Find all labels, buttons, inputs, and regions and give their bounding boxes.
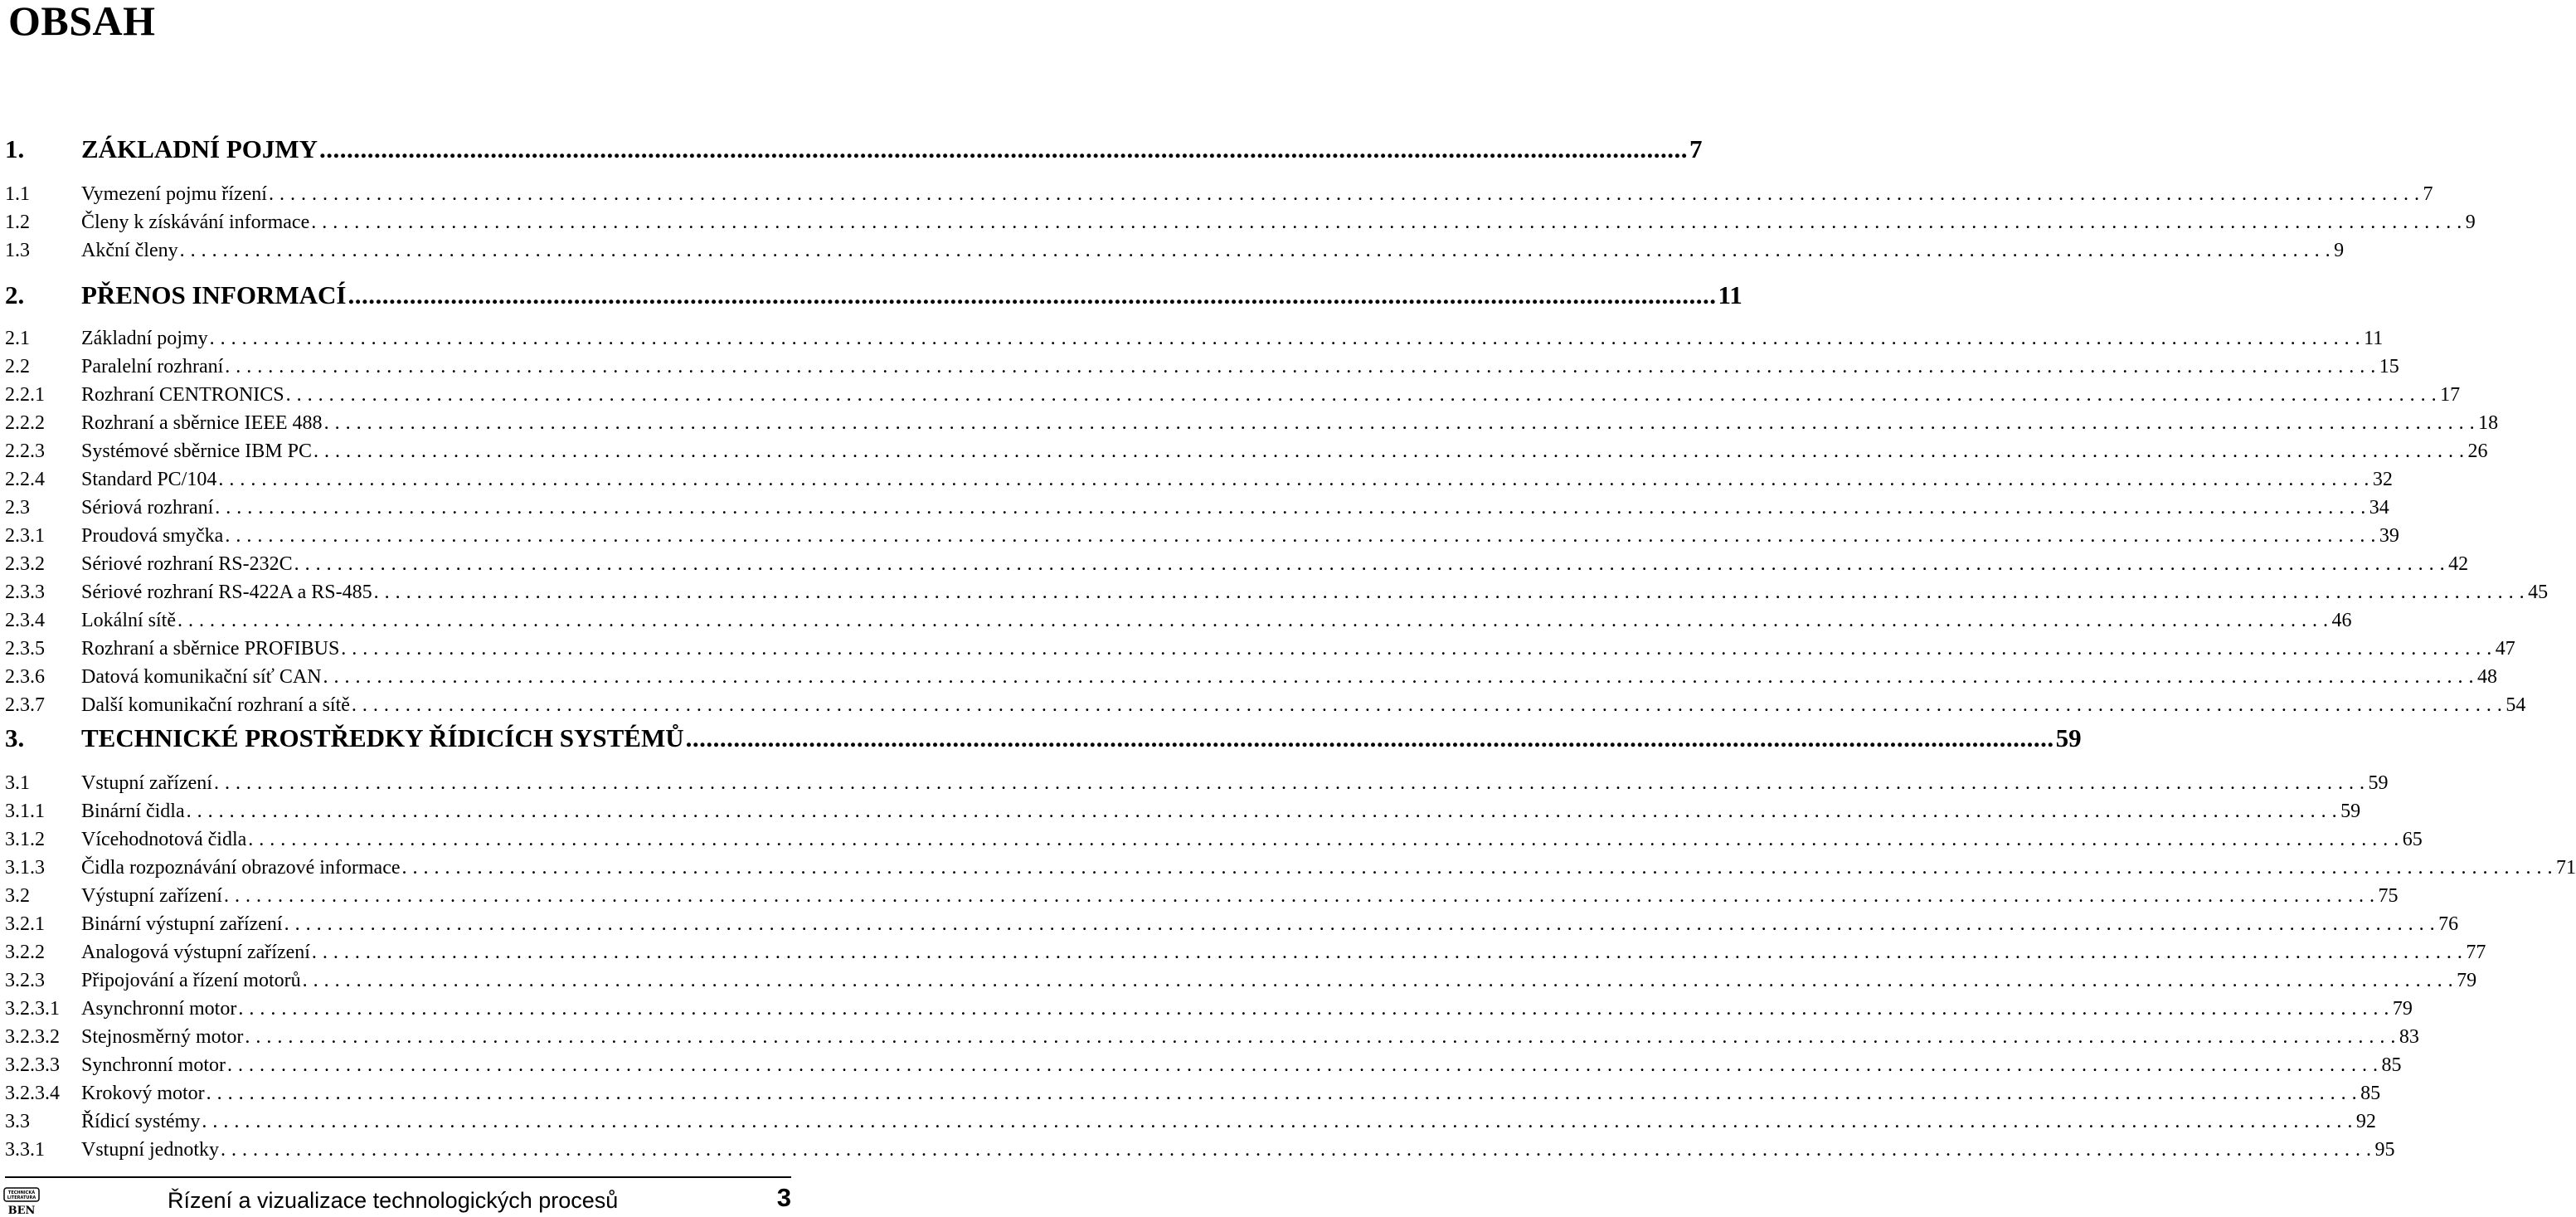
toc-entry-page: 32 (2372, 469, 2393, 490)
publisher-logo-icon (3, 1186, 40, 1216)
toc-entry-number: 3.2.2 (5, 942, 45, 963)
toc-entry-title: Sériové rozhraní RS-232C (81, 553, 293, 575)
toc-entry-title: Stejnosměrný motor (81, 1026, 244, 1048)
dot-leader: . . . . . . . . . . . . . . . . . . . . . . . . . . . . . . . . . . . . . . . . . . . . . . . . . . . . . . . . . . . . . . . . . . . . . . . . . . . . . . . . . . . . . . . . . . . . . . . . . . . . . . . . . . . . . . . . . . . . . . . . . . . . . . . . . . . . . . . . . . . . . . . . . . . . . . . . . . . . . . . . . . . . . . . . . . . . . . . . . . . . . . . . . . . . . . . . . . . . . . . . (218, 469, 2369, 490)
dot-leader: . . . . . . . . . . . . . . . . . . . . . . . . . . . . . . . . . . . . . . . . . . . . . . . . . . . . . . . . . . . . . . . . . . . . . . . . . . . . . . . . . . . . . . . . . . . . . . . . . . . . . . . . . . . . . . . . . . . . . . . . . . . . . . . . . . . . . . . . . . . . . . . . . . . . . . . . . . . . . . . . . . . . . . . . . . . . . . . . . . . . . . . . . . . . . . . . . . . . . . . . (186, 801, 2338, 822)
dot-leader: . . . . . . . . . . . . . . . . . . . . . . . . . . . . . . . . . . . . . . . . . . . . . . . . . . . . . . . . . . . . . . . . . . . . . . . . . . . . . . . . . . . . . . . . . . . . . . . . . . . . . . . . . . . . . . . . . . . . . . . . . . . . . . . . . . . . . . . . . . . . . . . . . . . . . . . . . . . . . . . . . . . . . . . . . . . . . . . . . . . . . . . . . . . . . . . . . . . . . . . . (373, 582, 2525, 603)
dot-leader: . . . . . . . . . . . . . . . . . . . . . . . . . . . . . . . . . . . . . . . . . . . . . . . . . . . . . . . . . . . . . . . . . . . . . . . . . . . . . . . . . . . . . . . . . . . . . . . . . . . . . . . . . . . . . . . . . . . . . . . . . . . . . . . . . . . . . . . . . . . . . . . . . . . . . . . . . . . . . . . . . . . . . . . . . . . . . . . . . . . . . . . . . . . . . . . . . . . . . . . . (313, 441, 2465, 462)
toc-entry-page: 47 (2495, 638, 2515, 660)
toc-entry-number: 2.3.5 (5, 638, 45, 660)
toc-entry-number: 1. (5, 134, 25, 163)
toc-entry-page: 9 (2465, 212, 2476, 233)
toc-entry-page: 15 (2379, 356, 2399, 377)
toc-entry-page: 11 (1718, 280, 1742, 309)
toc-entry-number: 2.3.3 (5, 582, 45, 603)
toc-entry (5, 1079, 2381, 1107)
toc-entry-number: 3.2.3.2 (5, 1026, 60, 1048)
toc-entry-page: 65 (2402, 829, 2423, 850)
toc-entry-page: 7 (1689, 134, 1703, 163)
toc-entry-number: 1.1 (5, 183, 30, 205)
dot-leader: . . . . . . . . . . . . . . . . . . . . . . . . . . . . . . . . . . . . . . . . . . . . . . . . . . . . . . . . . . . . . . . . . . . . . . . . . . . . . . . . . . . . . . . . . . . . . . . . . . . . . . . . . . . . . . . . . . . . . . . . . . . . . . . . . . . . . . . . . . . . . . . . . . . . . . . . . . . . . . . . . . . . . . . . . . . . . . . . . . . . . . . . . . . . . . . . . . . . . . . . (323, 412, 2476, 434)
toc-entry-title: Rozhraní a sběrnice PROFIBUS (81, 638, 340, 660)
toc-entry-title: Základní pojmy (81, 328, 208, 349)
toc-entry-title: ZÁKLADNÍ POJMY (81, 134, 318, 163)
toc-entry (5, 635, 2515, 663)
toc-entry-number: 2. (5, 280, 25, 309)
toc-entry-page: 45 (2528, 582, 2549, 603)
toc-entry-title: Standard PC/104 (81, 469, 217, 490)
toc-entry-number: 2.3 (5, 497, 30, 518)
dot-leader: . . . . . . . . . . . . . . . . . . . . . . . . . . . . . . . . . . . . . . . . . . . . . . . . . . . . . . . . . . . . . . . . . . . . . . . . . . . . . . . . . . . . . . . . . . . . . . . . . . . . . . . . . . . . . . . . . . . . . . . . . . . . . . . . . . . . . . . . . . . . . . . . . . . . . . . . . . . . . . . . . . . . . . . . . . . . . . . . . . . . . . . . . . . . . . . . . . . . . . . . (215, 497, 2366, 518)
toc-entry-title: Datová komunikační síť CAN (81, 666, 322, 688)
toc-entry-title: Analogová výstupní zařízení (81, 942, 310, 963)
toc-entry-title: Další komunikační rozhraní a sítě (81, 694, 350, 716)
dot-leader: . . . . . . . . . . . . . . . . . . . . . . . . . . . . . . . . . . . . . . . . . . . . . . . . . . . . . . . . . . . . . . . . . . . . . . . . . . . . . . . . . . . . . . . . . . . . . . . . . . . . . . . . . . . . . . . . . . . . . . . . . . . . . . . . . . . . . . . . . . . . . . . . . . . . . . . . . . . . . . . . . . . . . . . . . . . . . . . . . . . . . . . . . . . . . . . . . . . . . . . . (227, 1054, 2379, 1076)
dot-leader: . . . . . . . . . . . . . . . . . . . . . . . . . . . . . . . . . . . . . . . . . . . . . . . . . . . . . . . . . . . . . . . . . . . . . . . . . . . . . . . . . . . . . . . . . . . . . . . . . . . . . . . . . . . . . . . . . . . . . . . . . . . . . . . . . . . . . . . . . . . . . . . . . . . . . . . . . . . . . . . . . . . . . . . . . . . . . . . . . . . . . . . . . . . . . . . . . . . . . . . . (248, 829, 2399, 850)
toc-entry-number: 2.3.7 (5, 694, 45, 716)
toc-entry-page: 17 (2440, 384, 2461, 406)
toc-entry-page: 79 (2392, 998, 2413, 1020)
toc-entry-title: Připojování a řízení motorů (81, 970, 301, 991)
toc-entry (5, 691, 2526, 719)
dot-leader: . . . . . . . . . . . . . . . . . . . . . . . . . . . . . . . . . . . . . . . . . . . . . . . . . . . . . . . . . . . . . . . . . . . . . . . . . . . . . . . . . . . . . . . . . . . . . . . . . . . . . . . . . . . . . . . . . . . . . . . . . . . . . . . . . . . . . . . . . . . . . . . . . . . . . . . . . . . . . . . . . . . . . . . . . . . . . . . . . . . . . . . . . . . . . . . . . . . . . . . . (221, 1139, 2372, 1161)
toc-entry (5, 995, 2413, 1023)
toc-entry-number: 3.2.3.3 (5, 1054, 60, 1076)
toc-entry-number: 3.1.1 (5, 801, 45, 822)
toc-entry (5, 180, 2433, 208)
dot-leader: . . . . . . . . . . . . . . . . . . . . . . . . . . . . . . . . . . . . . . . . . . . . . . . . . . . . . . . . . . . . . . . . . . . . . . . . . . . . . . . . . . . . . . . . . . . . . . . . . . . . . . . . . . . . . . . . . . . . . . . . . . . . . . . . . . . . . . . . . . . . . . . . . . . . . . . . . . . . . . . . . . . . . . . . . . . . . . . . . . . . . . . . . . . . . . . . . . . . . . . . (225, 525, 2376, 547)
toc-entry-number: 3.1.2 (5, 829, 45, 850)
logo-text-3: BEN (7, 1205, 36, 1217)
toc-entry-number: 1.2 (5, 212, 30, 233)
toc-entry-number: 2.3.4 (5, 610, 45, 631)
toc-entry-page: 48 (2477, 666, 2498, 688)
toc-entry-title: PŘENOS INFORMACÍ (81, 280, 347, 309)
toc-entry-title: Binární čidla (81, 801, 185, 822)
toc-entry-number: 2.3.1 (5, 525, 45, 547)
dot-leader: ........................................................................................................................................................................................................ (348, 280, 1717, 309)
toc-entry-number: 3.1 (5, 772, 30, 794)
toc-entry-number: 2.3.6 (5, 666, 45, 688)
toc-entry-title: Binární výstupní zařízení (81, 913, 283, 935)
toc-entry-number: 3.2 (5, 885, 30, 907)
dot-leader: . . . . . . . . . . . . . . . . . . . . . . . . . . . . . . . . . . . . . . . . . . . . . . . . . . . . . . . . . . . . . . . . . . . . . . . . . . . . . . . . . . . . . . . . . . . . . . . . . . . . . . . . . . . . . . . . . . . . . . . . . . . . . . . . . . . . . . . . . . . . . . . . . . . . . . . . . . . . . . . . . . . . . . . . . . . . . . . . . . . . . . . . . . . . . . . . . . . . . . . . (311, 942, 2463, 963)
dot-leader: . . . . . . . . . . . . . . . . . . . . . . . . . . . . . . . . . . . . . . . . . . . . . . . . . . . . . . . . . . . . . . . . . . . . . . . . . . . . . . . . . . . . . . . . . . . . . . . . . . . . . . . . . . . . . . . . . . . . . . . . . . . . . . . . . . . . . . . . . . . . . . . . . . . . . . . . . . . . . . . . . . . . . . . . . . . . . . . . . . . . . . . . . . . . . . . . . . . . . . . . (294, 553, 2446, 575)
toc-entry-page: 71 (2556, 857, 2576, 879)
dot-leader: . . . . . . . . . . . . . . . . . . . . . . . . . . . . . . . . . . . . . . . . . . . . . . . . . . . . . . . . . . . . . . . . . . . . . . . . . . . . . . . . . . . . . . . . . . . . . . . . . . . . . . . . . . . . . . . . . . . . . . . . . . . . . . . . . . . . . . . . . . . . . . . . . . . . . . . . . . . . . . . . . . . . . . . . . . . . . . . . . . . . . . . . . . . . . . . . . . . . . . . . (401, 857, 2553, 879)
toc-entry (5, 722, 2082, 755)
toc-entry-title: Lokální sítě (81, 610, 176, 631)
toc-entry-title: Sériová rozhraní (81, 497, 214, 518)
toc-entry-number: 2.3.2 (5, 553, 45, 575)
toc-entry-page: 59 (2368, 772, 2389, 794)
dot-leader: . . . . . . . . . . . . . . . . . . . . . . . . . . . . . . . . . . . . . . . . . . . . . . . . . . . . . . . . . . . . . . . . . . . . . . . . . . . . . . . . . . . . . . . . . . . . . . . . . . . . . . . . . . . . . . . . . . . . . . . . . . . . . . . . . . . . . . . . . . . . . . . . . . . . . . . . . . . . . . . . . . . . . . . . . . . . . . . . . . . . . . . . . . . . . . . . . . . . . . . . (284, 913, 2436, 935)
dot-leader: . . . . . . . . . . . . . . . . . . . . . . . . . . . . . . . . . . . . . . . . . . . . . . . . . . . . . . . . . . . . . . . . . . . . . . . . . . . . . . . . . . . . . . . . . . . . . . . . . . . . . . . . . . . . . . . . . . . . . . . . . . . . . . . . . . . . . . . . . . . . . . . . . . . . . . . . . . . . . . . . . . . . . . . . . . . . . . . . . . . . . . . . . . . . . . . . . . . . . . . . (285, 384, 2437, 406)
toc-entry-page: 92 (2355, 1111, 2376, 1132)
footer-title: Řízení a vizualizace technologických procesů (168, 1188, 619, 1213)
toc-entry-title: Asynchronní motor (81, 998, 237, 1020)
toc-entry-title: Synchronní motor (81, 1054, 226, 1076)
toc-entry (5, 882, 2399, 910)
dot-leader: ........................................................................................................................................................................................................ (319, 134, 1689, 163)
toc-entry-title: Akční členy (81, 240, 178, 261)
page-title: OBSAH (8, 0, 156, 44)
toc-entry (5, 825, 2423, 854)
toc-entry-title: Výstupní zařízení (81, 885, 222, 907)
dot-leader: . . . . . . . . . . . . . . . . . . . . . . . . . . . . . . . . . . . . . . . . . . . . . . . . . . . . . . . . . . . . . . . . . . . . . . . . . . . . . . . . . . . . . . . . . . . . . . . . . . . . . . . . . . . . . . . . . . . . . . . . . . . . . . . . . . . . . . . . . . . . . . . . . . . . . . . . . . . . . . . . . . . . . . . . . . . . . . . . . . . . . . . . . . . . . . . . . . . . . . . . (177, 610, 2329, 631)
toc-entry (5, 133, 1703, 166)
toc-entry-page: 18 (2478, 412, 2499, 434)
dot-leader: . . . . . . . . . . . . . . . . . . . . . . . . . . . . . . . . . . . . . . . . . . . . . . . . . . . . . . . . . . . . . . . . . . . . . . . . . . . . . . . . . . . . . . . . . . . . . . . . . . . . . . . . . . . . . . . . . . . . . . . . . . . . . . . . . . . . . . . . . . . . . . . . . . . . . . . . . . . . . . . . . . . . . . . . . . . . . . . . . . . . . . . . . . . . . . . . . . . . . . . . (245, 1026, 2396, 1048)
dot-leader: . . . . . . . . . . . . . . . . . . . . . . . . . . . . . . . . . . . . . . . . . . . . . . . . . . . . . . . . . . . . . . . . . . . . . . . . . . . . . . . . . . . . . . . . . . . . . . . . . . . . . . . . . . . . . . . . . . . . . . . . . . . . . . . . . . . . . . . . . . . . . . . . . . . . . . . . . . . . . . . . . . . . . . . . . . . . . . . . . . . . . . . . . . . . . . . . . . . . . . . . (206, 1083, 2358, 1104)
dot-leader: . . . . . . . . . . . . . . . . . . . . . . . . . . . . . . . . . . . . . . . . . . . . . . . . . . . . . . . . . . . . . . . . . . . . . . . . . . . . . . . . . . . . . . . . . . . . . . . . . . . . . . . . . . . . . . . . . . . . . . . . . . . . . . . . . . . . . . . . . . . . . . . . . . . . . . . . . . . . . . . . . . . . . . . . . . . . . . . . . . . . . . . . . . . . . . . . . . . . . . . . (202, 1111, 2353, 1132)
toc-entry-title: Řídicí systémy (81, 1111, 201, 1132)
toc-entry-page: 85 (2381, 1054, 2402, 1076)
toc-entry-page: 59 (2340, 801, 2361, 822)
toc-entry-title: Čidla rozpoznávání obrazové informace (81, 857, 401, 879)
toc-entry-number: 3.3 (5, 1111, 30, 1132)
dot-leader: . . . . . . . . . . . . . . . . . . . . . . . . . . . . . . . . . . . . . . . . . . . . . . . . . . . . . . . . . . . . . . . . . . . . . . . . . . . . . . . . . . . . . . . . . . . . . . . . . . . . . . . . . . . . . . . . . . . . . . . . . . . . . . . . . . . . . . . . . . . . . . . . . . . . . . . . . . . . . . . . . . . . . . . . . . . . . . . . . . . . . . . . . . . . . . . . . . . . . . . . (213, 772, 2365, 794)
dot-leader: . . . . . . . . . . . . . . . . . . . . . . . . . . . . . . . . . . . . . . . . . . . . . . . . . . . . . . . . . . . . . . . . . . . . . . . . . . . . . . . . . . . . . . . . . . . . . . . . . . . . . . . . . . . . . . . . . . . . . . . . . . . . . . . . . . . . . . . . . . . . . . . . . . . . . . . . . . . . . . . . . . . . . . . . . . . . . . . . . . . . . . . . . . . . . . . . . . . . . . . . (238, 998, 2389, 1020)
toc-entry-page: 34 (2369, 497, 2389, 518)
dot-leader: . . . . . . . . . . . . . . . . . . . . . . . . . . . . . . . . . . . . . . . . . . . . . . . . . . . . . . . . . . . . . . . . . . . . . . . . . . . . . . . . . . . . . . . . . . . . . . . . . . . . . . . . . . . . . . . . . . . . . . . . . . . . . . . . . . . . . . . . . . . . . . . . . . . . . . . . . . . . . . . . . . . . . . . . . . . . . . . . . . . . . . . . . . . . . . . . . . . . . . . . (225, 356, 2376, 377)
toc-entry-title: Rozhraní CENTRONICS (81, 384, 284, 406)
dot-leader: . . . . . . . . . . . . . . . . . . . . . . . . . . . . . . . . . . . . . . . . . . . . . . . . . . . . . . . . . . . . . . . . . . . . . . . . . . . . . . . . . . . . . . . . . . . . . . . . . . . . . . . . . . . . . . . . . . . . . . . . . . . . . . . . . . . . . . . . . . . . . . . . . . . . . . . . . . . . . . . . . . . . . . . . . . . . . . . . . . . . . . . . . . . . . . . . . . . . . . . . (341, 638, 2492, 660)
dot-leader: . . . . . . . . . . . . . . . . . . . . . . . . . . . . . . . . . . . . . . . . . . . . . . . . . . . . . . . . . . . . . . . . . . . . . . . . . . . . . . . . . . . . . . . . . . . . . . . . . . . . . . . . . . . . . . . . . . . . . . . . . . . . . . . . . . . . . . . . . . . . . . . . . . . . . . . . . . . . . . . . . . . . . . . . . . . . . . . . . . . . . . . . . . . . . . . . . . . . . . . . (302, 970, 2454, 991)
toc-entry (5, 578, 2549, 606)
toc-entry (5, 208, 2476, 236)
toc-entry (5, 550, 2469, 578)
toc-entry-number: 2.1 (5, 328, 30, 349)
toc-entry (5, 236, 2345, 265)
toc-entry (5, 409, 2499, 437)
toc-entry-title: Vstupní jednotky (81, 1139, 219, 1161)
toc-entry (5, 381, 2461, 409)
toc-entry (5, 465, 2393, 494)
dot-leader: . . . . . . . . . . . . . . . . . . . . . . . . . . . . . . . . . . . . . . . . . . . . . . . . . . . . . . . . . . . . . . . . . . . . . . . . . . . . . . . . . . . . . . . . . . . . . . . . . . . . . . . . . . . . . . . . . . . . . . . . . . . . . . . . . . . . . . . . . . . . . . . . . . . . . . . . . . . . . . . . . . . . . . . . . . . . . . . . . . . . . . . . . . . . . . . . . . . . . . . . (223, 885, 2375, 907)
toc-entry (5, 1023, 2419, 1051)
toc-entry-number: 2.2 (5, 356, 30, 377)
toc-entry (5, 1107, 2376, 1136)
toc-entry-number: 3.2.3 (5, 970, 45, 991)
dot-leader: . . . . . . . . . . . . . . . . . . . . . . . . . . . . . . . . . . . . . . . . . . . . . . . . . . . . . . . . . . . . . . . . . . . . . . . . . . . . . . . . . . . . . . . . . . . . . . . . . . . . . . . . . . . . . . . . . . . . . . . . . . . . . . . . . . . . . . . . . . . . . . . . . . . . . . . . . . . . . . . . . . . . . . . . . . . . . . . . . . . . . . . . . . . . . . . . . . . . . . . . (323, 666, 2475, 688)
toc-entry-title: Sériové rozhraní RS-422A a RS-485 (81, 582, 372, 603)
toc-entry (5, 854, 2576, 882)
toc-entry (5, 353, 2399, 381)
toc-entry-number: 1.3 (5, 240, 30, 261)
dot-leader: . . . . . . . . . . . . . . . . . . . . . . . . . . . . . . . . . . . . . . . . . . . . . . . . . . . . . . . . . . . . . . . . . . . . . . . . . . . . . . . . . . . . . . . . . . . . . . . . . . . . . . . . . . . . . . . . . . . . . . . . . . . . . . . . . . . . . . . . . . . . . . . . . . . . . . . . . . . . . . . . . . . . . . . . . . . . . . . . . . . . . . . . . . . . . . . . . . . . . . . . (268, 183, 2420, 205)
footer-divider (5, 1176, 791, 1178)
toc-entry-number: 2.2.3 (5, 441, 45, 462)
toc-entry (5, 769, 2389, 797)
toc-entry-page: 9 (2334, 240, 2345, 261)
toc-entry-title: TECHNICKÉ PROSTŘEDKY ŘÍDICÍCH SYSTÉMŮ (81, 723, 684, 752)
toc-entry-page: 77 (2466, 942, 2486, 963)
toc-entry-title: Paralelní rozhraní (81, 356, 224, 377)
toc-entry (5, 324, 2384, 353)
toc-entry-number: 3.2.3.1 (5, 998, 60, 1020)
toc-entry-title: Členy k získávání informace (81, 212, 310, 233)
toc-entry (5, 1136, 2395, 1164)
toc-entry-page: 54 (2506, 694, 2526, 716)
dot-leader: . . . . . . . . . . . . . . . . . . . . . . . . . . . . . . . . . . . . . . . . . . . . . . . . . . . . . . . . . . . . . . . . . . . . . . . . . . . . . . . . . . . . . . . . . . . . . . . . . . . . . . . . . . . . . . . . . . . . . . . . . . . . . . . . . . . . . . . . . . . . . . . . . . . . . . . . . . . . . . . . . . . . . . . . . . . . . . . . . . . . . . . . . . . . . . . . . . . . . . . . (351, 694, 2503, 716)
toc-entry-title: Krokový motor (81, 1083, 205, 1104)
toc-entry-title: Vstupní zařízení (81, 772, 212, 794)
toc-entry (5, 1051, 2402, 1079)
dot-leader: ........................................................................................................................................................................................................ (685, 723, 2054, 752)
toc-entry (5, 279, 1742, 312)
toc-entry-page: 85 (2360, 1083, 2381, 1104)
logo-text-1: TECHNICKÁ (7, 1190, 36, 1195)
toc-entry-number: 3. (5, 723, 25, 752)
toc-entry-page: 46 (2331, 610, 2352, 631)
toc-entry-number: 2.2.2 (5, 412, 45, 434)
toc-entry (5, 522, 2399, 550)
toc-entry-number: 3.3.1 (5, 1139, 45, 1161)
toc-entry (5, 966, 2477, 995)
toc-entry (5, 797, 2361, 825)
toc-entry-page: 39 (2379, 525, 2399, 547)
toc-entry-page: 83 (2399, 1026, 2419, 1048)
toc-entry-title: Proudová smyčka (81, 525, 224, 547)
dot-leader: . . . . . . . . . . . . . . . . . . . . . . . . . . . . . . . . . . . . . . . . . . . . . . . . . . . . . . . . . . . . . . . . . . . . . . . . . . . . . . . . . . . . . . . . . . . . . . . . . . . . . . . . . . . . . . . . . . . . . . . . . . . . . . . . . . . . . . . . . . . . . . . . . . . . . . . . . . . . . . . . . . . . . . . . . . . . . . . . . . . . . . . . . . . . . . . . . . . . . . . . (179, 240, 2331, 261)
toc-entry (5, 437, 2488, 465)
toc-entry-number: 3.2.3.4 (5, 1083, 60, 1104)
dot-leader: . . . . . . . . . . . . . . . . . . . . . . . . . . . . . . . . . . . . . . . . . . . . . . . . . . . . . . . . . . . . . . . . . . . . . . . . . . . . . . . . . . . . . . . . . . . . . . . . . . . . . . . . . . . . . . . . . . . . . . . . . . . . . . . . . . . . . . . . . . . . . . . . . . . . . . . . . . . . . . . . . . . . . . . . . . . . . . . . . . . . . . . . . . . . . . . . . . . . . . . . (209, 328, 2361, 349)
toc-entry-page: 59 (2055, 723, 2082, 752)
toc-entry-page: 26 (2467, 441, 2488, 462)
toc-entry (5, 663, 2498, 691)
toc-entry-page: 7 (2423, 183, 2433, 205)
toc-entry (5, 494, 2389, 522)
toc-entry-page: 95 (2374, 1139, 2395, 1161)
toc-entry-title: Rozhraní a sběrnice IEEE 488 (81, 412, 323, 434)
toc-entry-number: 2.2.1 (5, 384, 45, 406)
toc-entry-page: 42 (2448, 553, 2469, 575)
toc-entry-title: Vícehodnotová čidla (81, 829, 247, 850)
toc-entry-number: 3.2.1 (5, 913, 45, 935)
toc-entry-number: 2.2.4 (5, 469, 45, 490)
toc-entry-page: 76 (2438, 913, 2459, 935)
dot-leader: . . . . . . . . . . . . . . . . . . . . . . . . . . . . . . . . . . . . . . . . . . . . . . . . . . . . . . . . . . . . . . . . . . . . . . . . . . . . . . . . . . . . . . . . . . . . . . . . . . . . . . . . . . . . . . . . . . . . . . . . . . . . . . . . . . . . . . . . . . . . . . . . . . . . . . . . . . . . . . . . . . . . . . . . . . . . . . . . . . . . . . . . . . . . . . . . . . . . . . . . (311, 212, 2462, 233)
toc-entry (5, 606, 2352, 635)
toc-entry-number: 3.1.3 (5, 857, 45, 879)
logo-text-2: LITERATURA (7, 1195, 36, 1200)
toc-entry-title: Vymezení pojmu řízení (81, 183, 267, 205)
toc-entry-page: 75 (2378, 885, 2399, 907)
page-number: 3 (776, 1183, 791, 1212)
toc-entry-page: 11 (2364, 328, 2384, 349)
toc-entry (5, 910, 2459, 938)
toc-entry-title: Systémové sběrnice IBM PC (81, 441, 312, 462)
toc-entry (5, 938, 2486, 966)
toc-entry-page: 79 (2457, 970, 2477, 991)
